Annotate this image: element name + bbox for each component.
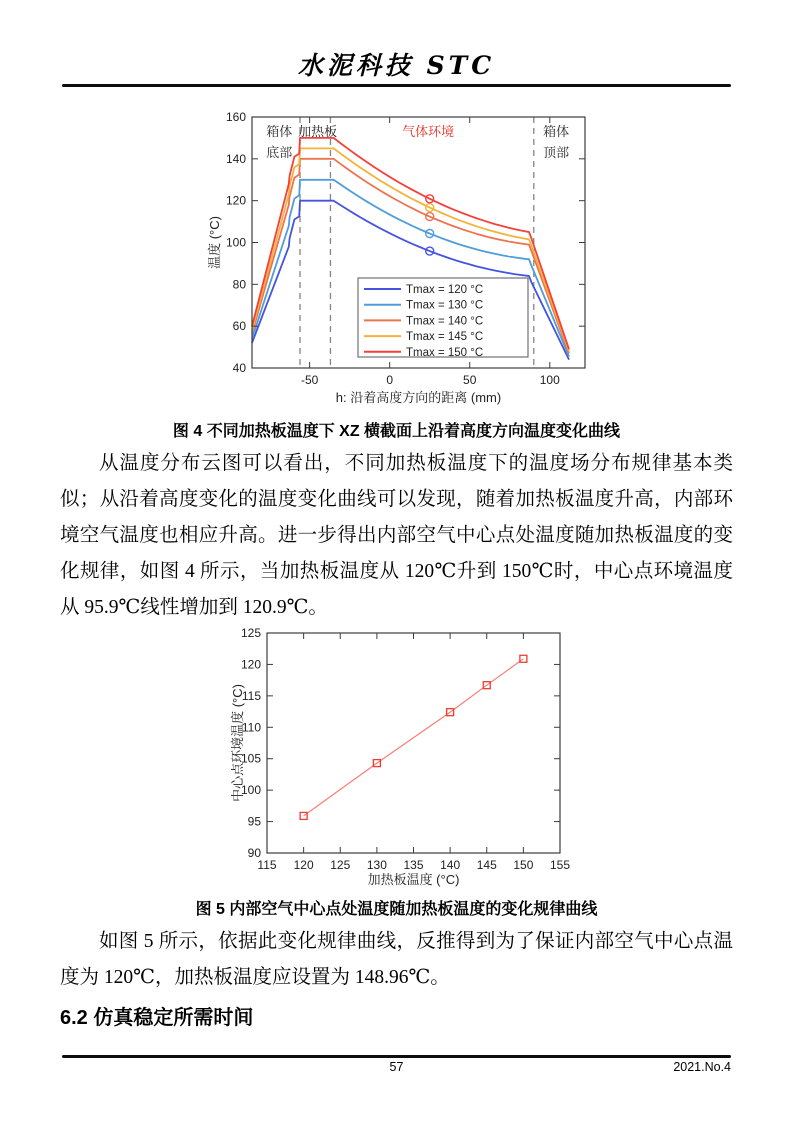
x-tick-label: 125 — [330, 858, 351, 872]
x-tick-label: 140 — [440, 858, 461, 872]
figure4-caption: 图 4 不同加热板温度下 XZ 横截面上沿着高度方向温度变化曲线 — [172, 423, 621, 440]
journal-title: 水泥科技 STC — [297, 51, 496, 80]
y-axis-label: 中心点环境温度 (°C) — [230, 684, 245, 802]
y-tick-label: 95 — [247, 814, 261, 829]
x-tick-label: 50 — [463, 373, 477, 387]
legend-label: Tmax = 130 °C — [406, 299, 484, 312]
y-tick-label: 120 — [240, 657, 261, 672]
issue-label: 2021.No.4 — [673, 1060, 731, 1074]
x-tick-label: 100 — [539, 373, 560, 387]
figure5-svg — [230, 620, 570, 888]
x-tick-label: 150 — [513, 858, 534, 872]
footer-rule — [62, 1055, 731, 1058]
legend-label: Tmax = 150 °C — [406, 346, 484, 359]
plot-annotation: 加热板 — [298, 124, 338, 139]
x-tick-label: 115 — [257, 858, 277, 872]
page-number: 57 — [389, 1060, 404, 1074]
y-tick-label: 100 — [240, 783, 261, 798]
plot-annotation: 箱体 — [266, 124, 293, 139]
y-tick-label: 90 — [247, 846, 261, 860]
header-rule — [62, 84, 731, 87]
plot-annotation: 顶部 — [543, 145, 570, 160]
body-paragraph-2: 如图 5 所示，依据此变化规律曲线，反推得到为了保证内部空气中心点温度为 120℃，加热板温度应设置为 148.96℃。 — [60, 931, 733, 988]
x-tick-label: 120 — [293, 858, 314, 872]
y-tick-label: 125 — [240, 626, 261, 640]
x-tick-label: 130 — [366, 858, 387, 872]
plot-annotation: 箱体 — [543, 124, 570, 139]
x-tick-label: -50 — [300, 373, 319, 387]
x-tick-label: 0 — [386, 373, 394, 387]
legend-label: Tmax = 120 °C — [406, 284, 484, 296]
x-tick-label: 155 — [549, 858, 570, 872]
x-tick-label: 135 — [403, 858, 424, 872]
x-tick-label: 145 — [476, 858, 497, 872]
plot-annotation: 底部 — [266, 145, 293, 160]
y-tick-label: 105 — [240, 751, 261, 766]
y-axis-label: 温度 (°C) — [207, 216, 222, 269]
legend-label: Tmax = 145 °C — [406, 331, 484, 344]
y-tick-label: 140 — [225, 151, 246, 166]
section-heading-6-2: 6.2 仿真稳定所需时间 — [60, 1007, 254, 1029]
figure4-svg — [205, 106, 605, 416]
y-tick-label: 80 — [232, 277, 246, 292]
figure4-chart — [205, 106, 605, 416]
figure5-caption: 图 5 内部空气中心点处温度随加热板温度的变化规律曲线 — [195, 901, 598, 918]
figure5-chart — [230, 620, 570, 888]
y-tick-label: 60 — [232, 319, 246, 334]
body-paragraph-1: 从温度分布云图可以看出，不同加热板温度下的温度场分布规律基本类似；从沿着高度变化的温度变化曲线可以发现，随着加热板温度升高，内部环境空气温度也相应升高。进一步得出内部空气中心点处温度随加热板温度的变化规律，如图 4 所示，当加热板温度从 120℃升到 150℃时，中心点环境温度从 95.9℃线性增加到 120.9℃。 — [60, 453, 733, 618]
plot-annotation: 气体环境 — [402, 124, 455, 139]
y-tick-label: 110 — [241, 720, 261, 735]
y-tick-label: 100 — [225, 235, 246, 250]
y-tick-label: 120 — [225, 193, 246, 208]
y-tick-label: 160 — [225, 110, 246, 124]
y-tick-label: 40 — [232, 361, 246, 375]
x-axis-label: 加热板温度 (°C) — [367, 872, 460, 887]
legend-label: Tmax = 140 °C — [406, 315, 484, 328]
y-tick-label: 115 — [241, 688, 261, 703]
x-axis-label: h: 沿着高度方向的距离 (mm) — [335, 390, 502, 405]
plot-box — [267, 633, 560, 853]
